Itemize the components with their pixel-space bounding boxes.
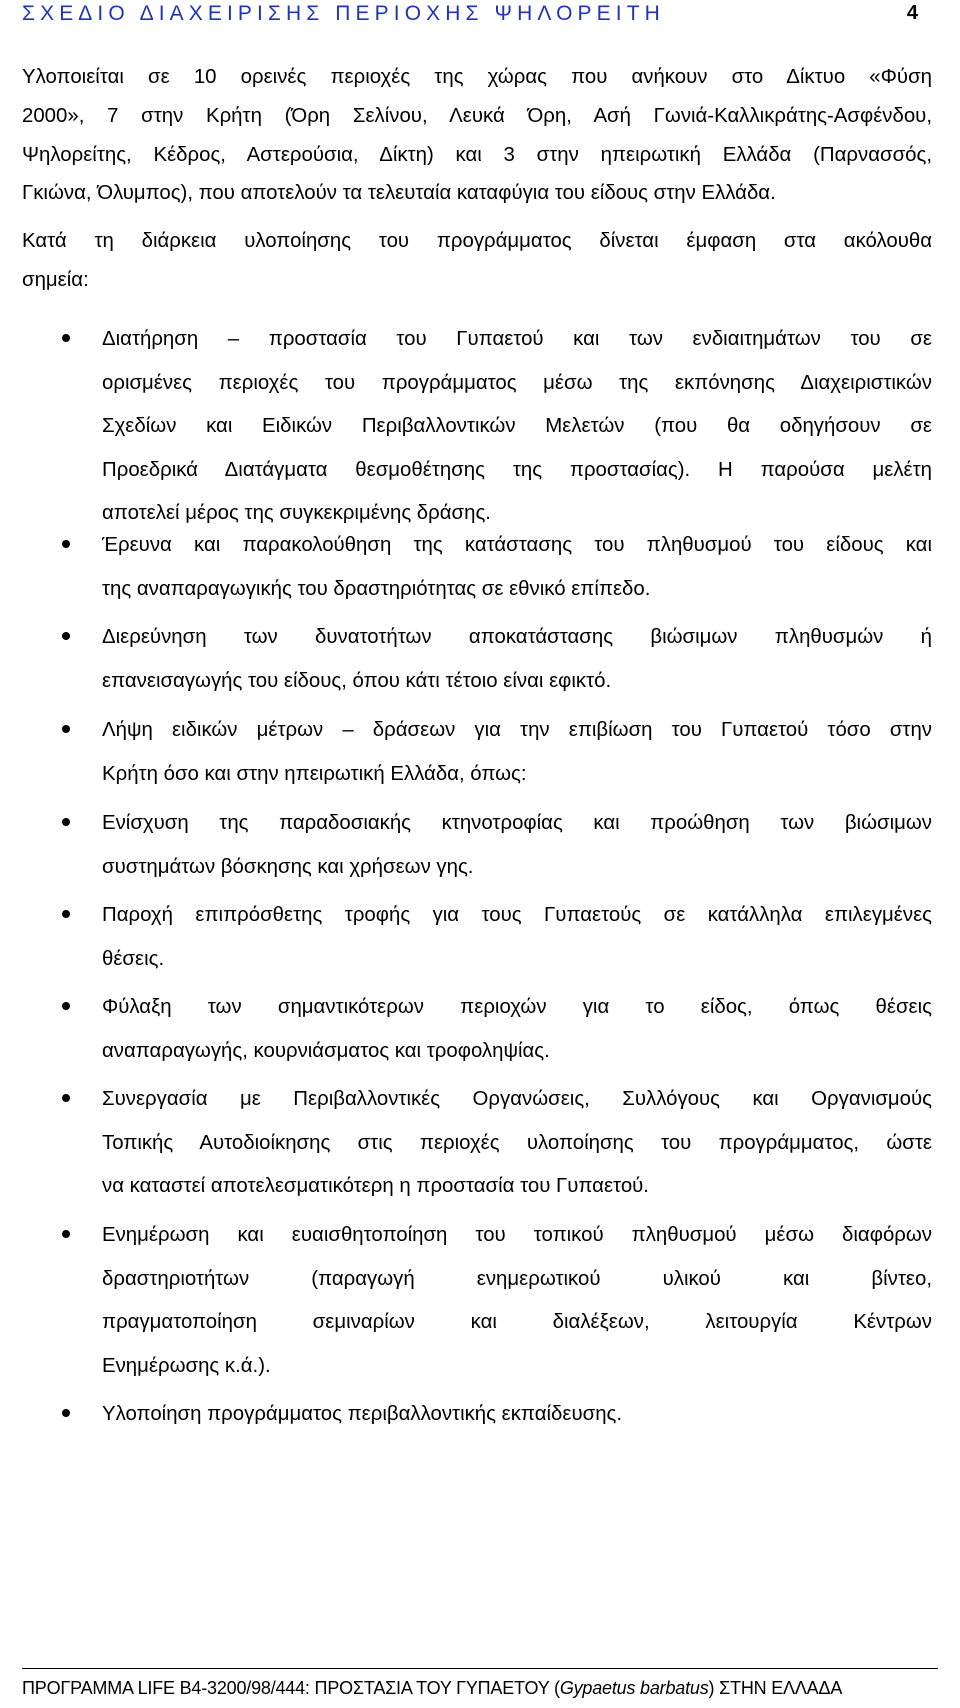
list-item bbox=[102, 1393, 932, 1437]
text-line: Συνεργασία με Περιβαλλοντικές Οργανώσεις, Συλλόγους και Οργανισμούς bbox=[102, 1088, 932, 1110]
text-line: Φύλαξη των σημαντικότερων περιοχών για το είδος, όπως θέσεις bbox=[102, 996, 932, 1018]
text-line: Προεδρικά Διατάγματα θεσμοθέτησης της προστασίας). Η παρούσα μελέτη bbox=[102, 458, 932, 481]
list-item bbox=[102, 802, 932, 889]
bullet-icon bbox=[62, 334, 70, 342]
intro-paragraph bbox=[22, 58, 932, 213]
text-line: Ενημέρωσης κ.ά.). bbox=[102, 1354, 271, 1377]
text-line: Κρήτη όσο και στην ηπειρωτική Ελλάδα, όπως: bbox=[102, 762, 527, 785]
text-line: ορισμένες περιοχές του προγράμματος μέσω της εκπόνησης Διαχειριστικών bbox=[102, 371, 932, 394]
bullet-icon bbox=[62, 725, 70, 733]
text-line: επανεισαγωγής του είδους, όπου κάτι τέτοιο είναι εφικτό. bbox=[102, 669, 612, 692]
text-line: Κατά τη διάρκεια υλοποίησης του προγράμματος δίνεται έμφαση στα ακόλουθα bbox=[22, 230, 932, 252]
list-item bbox=[102, 1214, 932, 1388]
text-line: αποτελεί μέρος της συγκεκριμένης δράσης. bbox=[102, 502, 491, 525]
bullet-icon bbox=[62, 818, 70, 826]
text-line: Έρευνα και παρακολούθηση της κατάστασης του πληθυσμού του είδους και bbox=[102, 534, 932, 556]
document-title: ΣΧΕΔΙΟ ΔΙΑΧΕΙΡΙΣΗΣ ΠΕΡΙΟΧΗΣ ΨΗΛΟΡΕΙΤΗ bbox=[22, 2, 665, 25]
list-item bbox=[102, 894, 932, 981]
text-line: Παροχή επιπρόσθετης τροφής για τους Γυπαετούς σε κατάλληλα επιλεγμένες bbox=[102, 904, 932, 926]
footer-text-prefix: ΠΡΟΓΡΑΜΜΑ LIFE B4-3200/98/444: ΠΡΟΣΤΑΣΙΑ ΤΟΥ ΓΥΠΑΕΤΟΥ ( bbox=[22, 1678, 560, 1698]
list-item bbox=[102, 318, 932, 536]
list-item bbox=[102, 986, 932, 1073]
bullet-icon bbox=[62, 540, 70, 548]
text-line: Γκιώνα, Όλυμπος), που αποτελούν τα τελευταία καταφύγια του είδους στην Ελλάδα. bbox=[22, 182, 776, 205]
footer-text-suffix: ) ΣΤΗΝ ΕΛΛΑΔΑ bbox=[708, 1678, 843, 1698]
text-line: αναπαραγωγής, κουρνιάσματος και τροφοληψίας. bbox=[102, 1039, 550, 1062]
text-line: Υλοποίηση προγράμματος περιβαλλοντικής εκπαίδευσης. bbox=[102, 1403, 623, 1425]
list-item bbox=[102, 1078, 932, 1209]
text-line: 2000», 7 στην Κρήτη (Όρη Σελίνου, Λευκά Όρη, Ασή Γωνιά-Καλλικράτης-Ασφένδου, bbox=[22, 104, 932, 127]
bullet-icon bbox=[62, 1002, 70, 1010]
text-line: θέσεις. bbox=[102, 947, 165, 970]
bullet-icon bbox=[62, 910, 70, 918]
bullet-icon bbox=[62, 632, 70, 640]
text-line: Διατήρηση – προστασία του Γυπαετού και των ενδιαιτημάτων του σε bbox=[102, 328, 932, 350]
list-item bbox=[102, 616, 932, 703]
list-item bbox=[102, 524, 932, 611]
text-line: σημεία: bbox=[22, 268, 89, 291]
text-line: της αναπαραγωγικής του δραστηριότητας σε εθνικό επίπεδο. bbox=[102, 577, 651, 600]
bullet-icon bbox=[62, 1094, 70, 1102]
text-line: Ενίσχυση της παραδοσιακής κτηνοτροφίας και προώθηση των βιώσιμων bbox=[102, 812, 932, 834]
page-number: 4 bbox=[906, 2, 918, 24]
list-item bbox=[102, 709, 932, 796]
text-line: πραγματοποίηση σεμιναρίων και διαλέξεων, λειτουργία Κέντρων bbox=[102, 1311, 932, 1334]
text-line: Σχεδίων και Ειδικών Περιβαλλοντικών Μελετών (που θα οδηγήσουν σε bbox=[102, 415, 932, 438]
text-line: Ψηλορείτης, Κέδρος, Αστερούσια, Δίκτη) και 3 στην ηπειρωτική Ελλάδα (Παρνασσός, bbox=[22, 143, 932, 166]
page-header bbox=[22, 2, 918, 30]
text-line: δραστηριοτήτων (παραγωγή ενημερωτικού υλικού και βίντεο, bbox=[102, 1267, 932, 1290]
text-line: συστημάτων βόσκησης και χρήσεων γης. bbox=[102, 855, 474, 878]
lead-paragraph bbox=[22, 222, 932, 300]
text-line: Τοπικής Αυτοδιοίκησης στις περιοχές υλοποίησης του προγράμματος, ώστε bbox=[102, 1131, 932, 1154]
text-line: Λήψη ειδικών μέτρων – δράσεων για την επιβίωση του Γυπαετού τόσο στην bbox=[102, 719, 932, 741]
page-footer bbox=[22, 1678, 938, 1699]
text-line: Υλοποιείται σε 10 ορεινές περιοχές της χώρας που ανήκουν στο Δίκτυο «Φύση bbox=[22, 66, 932, 88]
text-line: Διερεύνηση των δυνατοτήτων αποκατάστασης βιώσιμων πληθυσμών ή bbox=[102, 626, 932, 648]
bullet-icon bbox=[62, 1230, 70, 1238]
text-line: Ενημέρωση και ευαισθητοποίηση του τοπικού πληθυσμού μέσω διαφόρων bbox=[102, 1224, 932, 1246]
bullet-icon bbox=[62, 1409, 70, 1417]
footer-species-name: Gypaetus barbatus bbox=[559, 1678, 709, 1698]
text-line: να καταστεί αποτελεσματικότερη η προστασία του Γυπαετού. bbox=[102, 1175, 649, 1198]
footer-divider bbox=[22, 1668, 938, 1669]
